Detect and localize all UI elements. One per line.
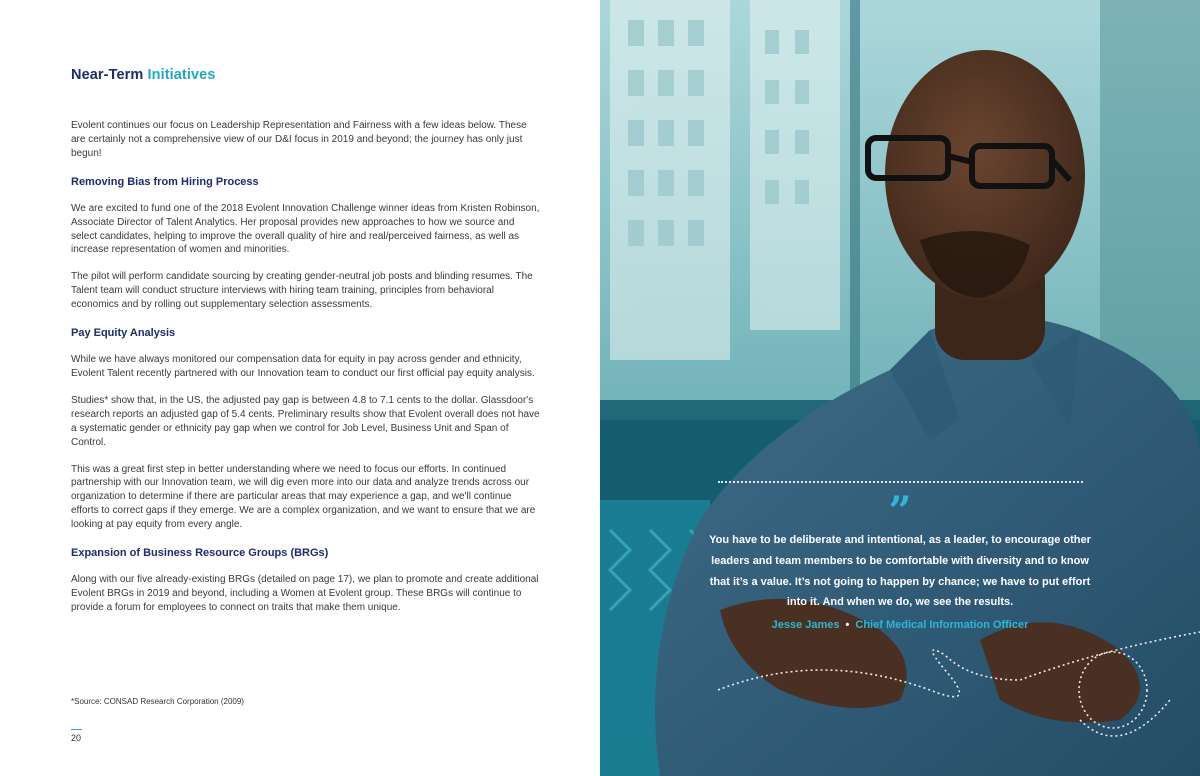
pull-quote: You have to be deliberate and intentional, as a leader, to encourage other leaders and team members to be comfortable with diversity and to know that it’s a value. It’s not going to happen by chance; we have to put effort into it. And when we do, we see the results. <box>709 534 1091 609</box>
intro-paragraph: Evolent continues our focus on Leadership Representation and Fairness with a few ideas below. These are certainly not a comprehensive view of our D&I focus in 2019 and beyond; the journey has only just begun! <box>71 120 527 159</box>
speaker-name: Jesse James <box>771 619 840 631</box>
page-number: 20 <box>71 733 82 743</box>
photo-panel <box>600 0 1200 776</box>
hiring-paragraph-2: The pilot will perform candidate sourcing by creating gender-neutral job posts and blinding resumes. The Talent team will conduct structure interviews with hiring team training, principles from behavioral economics and by rolling out supplementary selection assessments. <box>71 271 533 311</box>
title-accent: Initiatives <box>147 67 216 83</box>
section-heading-hiring-bias: Removing Bias from Hiring Process <box>71 175 259 188</box>
article-body <box>71 119 541 615</box>
speaker-title: Chief Medical Information Officer <box>855 619 1029 631</box>
pay-paragraph-2: Studies* show that, in the US, the adjusted pay gap is between 4.8 to 7.1 cents to the dollar. Glassdoor's research reports an adjusted gap of 5.4 cents. Preliminary results show that Evolent overall does not have a systematic gender or ethnicity pay gap when we control for Job Level, Business Unit and Span of Control. <box>71 394 540 448</box>
section-heading-pay-equity: Pay Equity Analysis <box>71 327 176 340</box>
decorative-swirl-icon <box>600 0 1200 776</box>
pay-paragraph-3: This was a great first step in better understanding where we need to focus our efforts. In continued partnership with our Innovation team, we will dig even more into our data and analyze trends across our organization to determine if there are particular areas that may experience a gap, and we'll continue efforts to correct gaps if they emerge. We are a complex organization, and we want to ensure that we are looking at pay equity from every angle. <box>71 463 536 531</box>
title-main: Near-Term <box>71 67 144 83</box>
brg-paragraph-1: Along with our five already-existing BRGs (detailed on page 17), we plan to promote and create additional Evolent BRGs in 2019 and beyond, including a Women at Evolent group. These BRGs will continue to provide a forum for employees to connect on traits that make them unique. <box>71 574 539 613</box>
footnote: *Source: CONSAD Research Corporation (2009) <box>71 697 244 706</box>
quote-overlay <box>600 0 1200 776</box>
page-title <box>71 67 216 83</box>
quote-mark-icon: ” <box>888 488 912 535</box>
attribution-separator: • <box>845 619 850 631</box>
pay-paragraph-1: While we have always monitored our compensation data for equity in pay across gender and ethnicity, Evolent Talent recently partnered with our Innovation team to conduct our first official pay equity analysis. <box>71 354 535 379</box>
hiring-paragraph-1: We are excited to fund one of the 2018 Evolent Innovation Challenge winner ideas from Kristen Robinson, Associate Director of Talent Analytics. Her proposal provides new approaches to how we source and select candidates, helping to improve the overall quality of hire and real/perceived fairness, as well as increase representation of women and minorities. <box>71 202 540 256</box>
section-heading-brgs: Expansion of Business Resource Groups (BRGs) <box>71 547 329 560</box>
page-number-rule <box>71 729 82 730</box>
